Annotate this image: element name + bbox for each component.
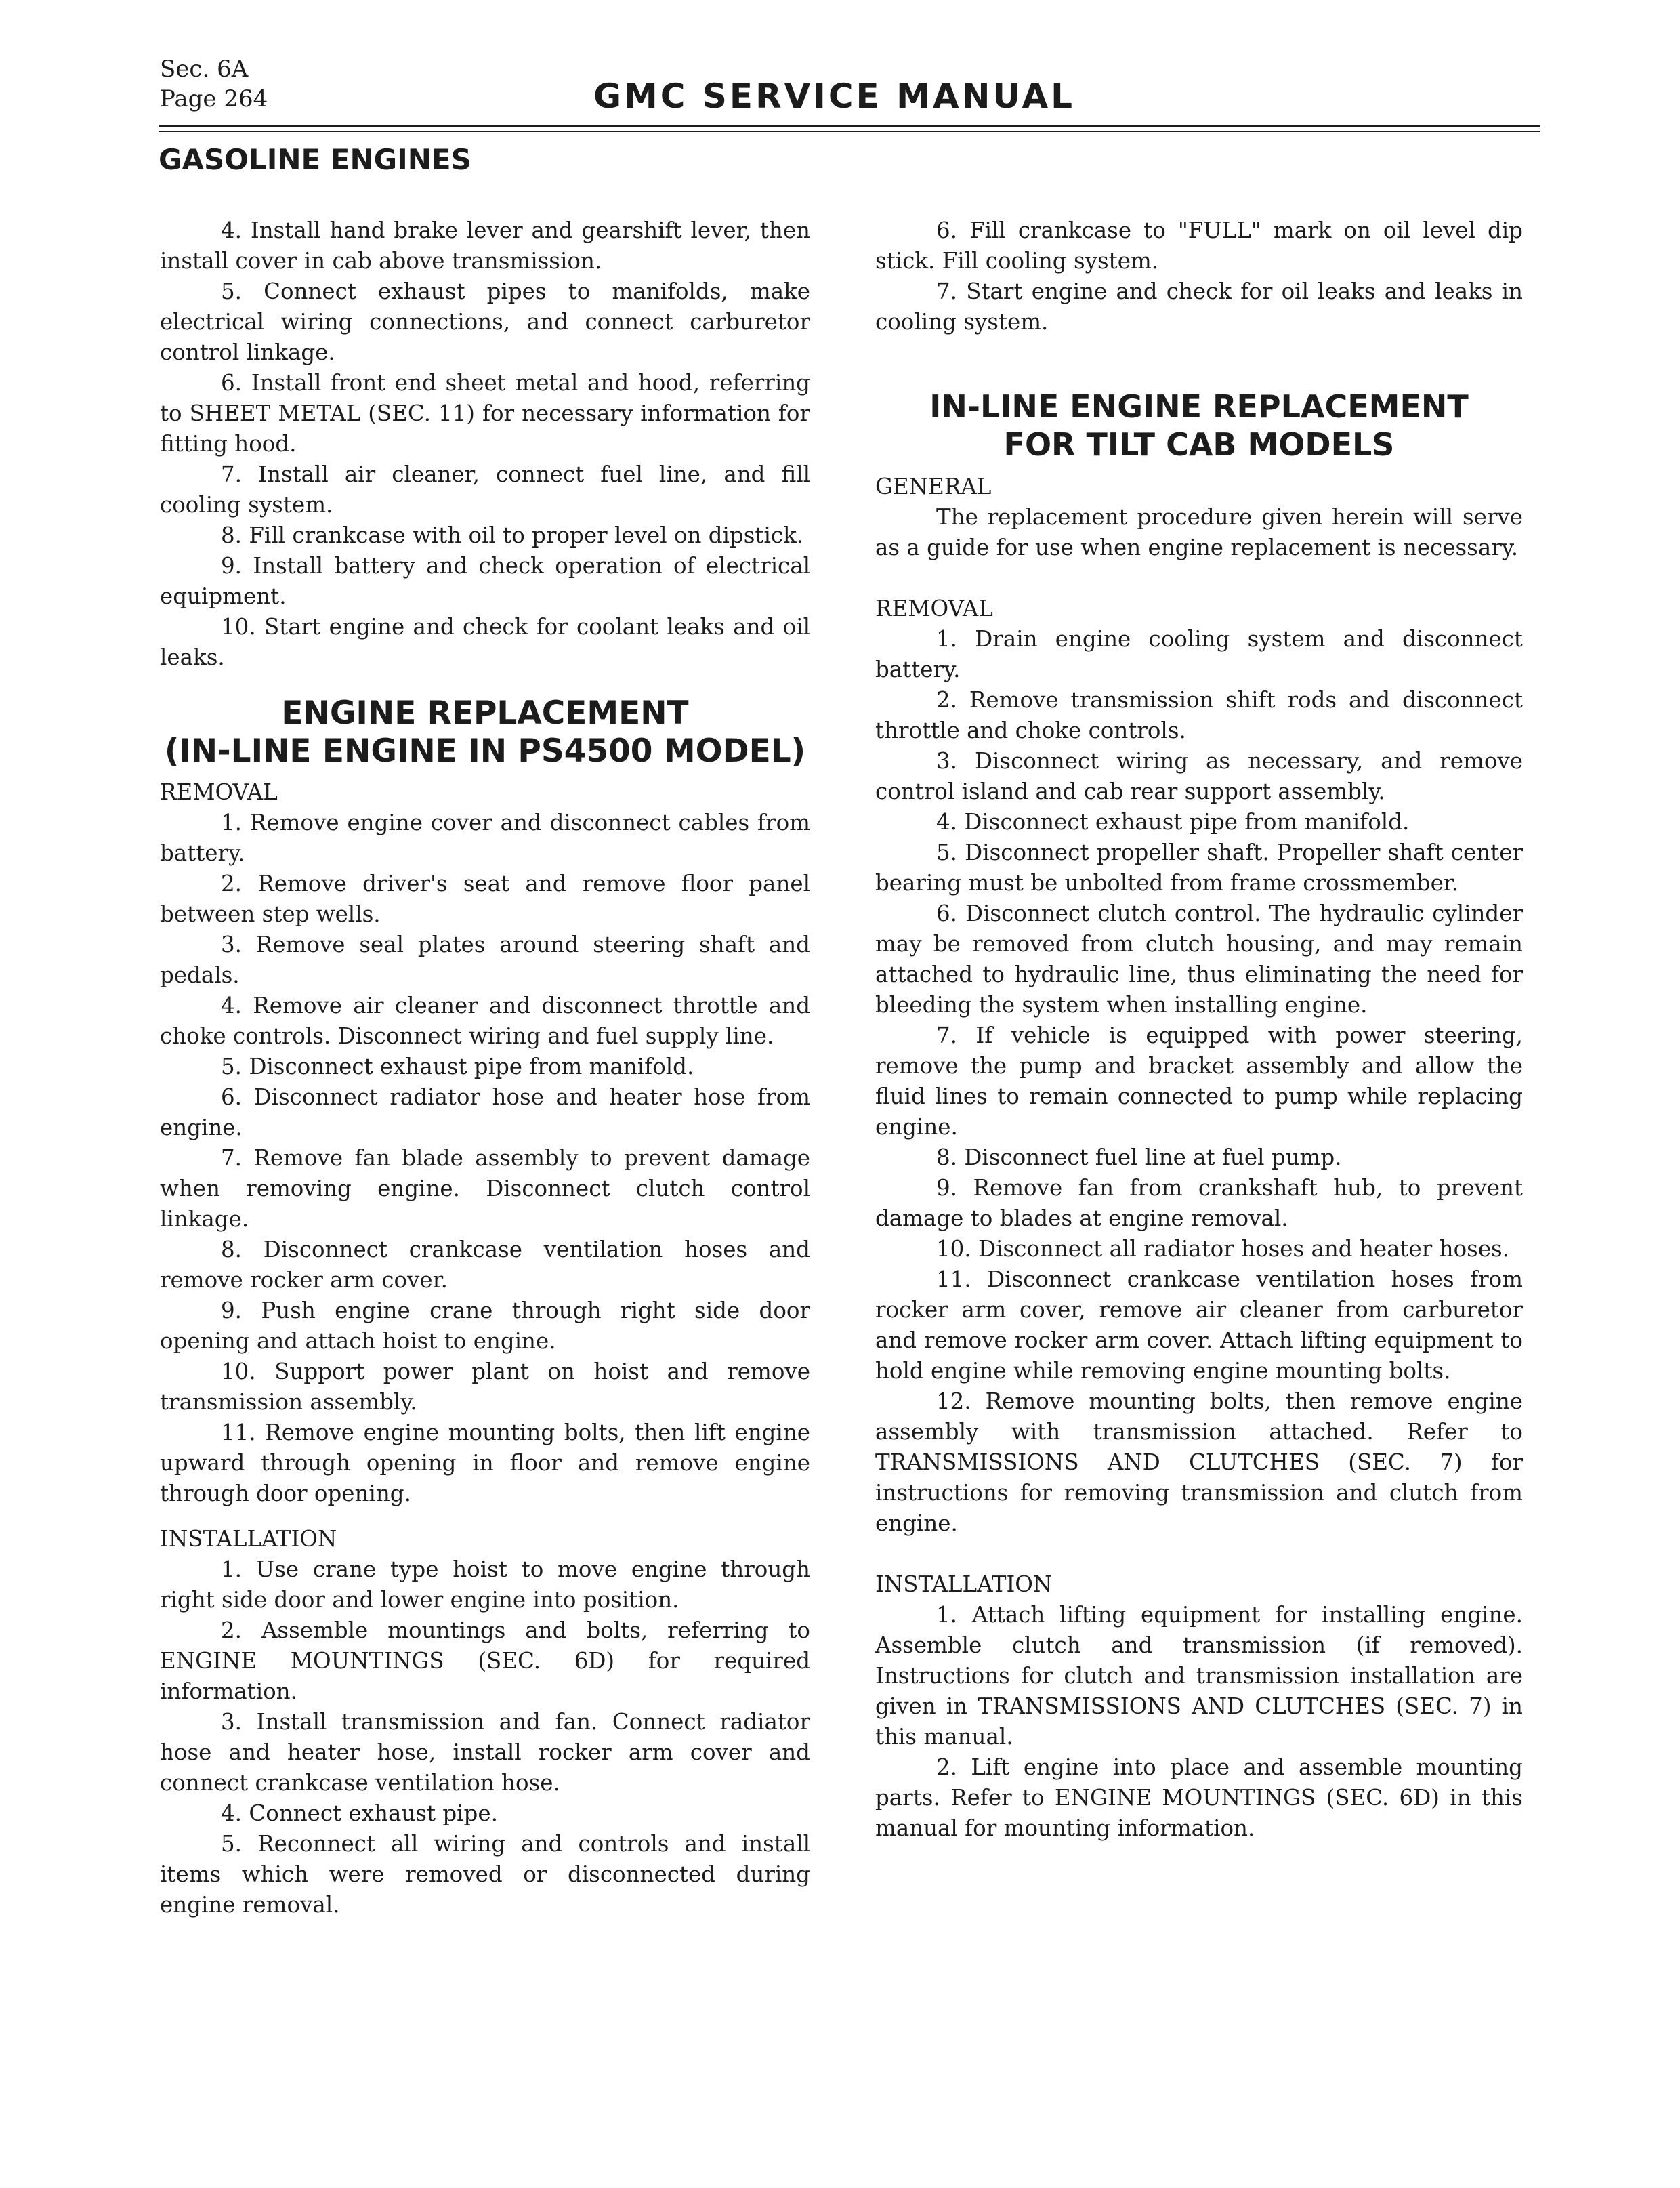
installation-label: INSTALLATION [160, 1526, 337, 1552]
step-item: 6. Fill crankcase to "FULL" mark on oil level dip stick. Fill cooling system. [875, 218, 1523, 274]
step-item: 6. Install front end sheet metal and hood, referring to SHEET METAL (SEC. 11) for necessary information for fitting hood. [160, 370, 810, 457]
step-item: 8. Disconnect crankcase ventilation hoses and remove rocker arm cover. [160, 1237, 810, 1293]
step-item: 9. Push engine crane through right side door opening and attach hoist to engine. [160, 1298, 810, 1354]
step-item: 5. Reconnect all wiring and controls and install items which were removed or disconnected during engine removal. [160, 1831, 810, 1918]
engine-replacement-heading [160, 695, 810, 770]
step-item: 7. Install air cleaner, connect fuel line, and fill cooling system. [160, 461, 810, 518]
step-item: 9. Remove fan from crankshaft hub, to prevent damage to blades at engine removal. [875, 1175, 1523, 1231]
step-item: 3. Disconnect wiring as necessary, and remove control island and cab rear support assembly. [875, 748, 1523, 804]
step-item: 1. Use crane type hoist to move engine through right side door and lower engine into position. [160, 1556, 810, 1613]
step-item: 4. Remove air cleaner and disconnect throttle and choke controls. Disconnect wiring and fuel supply line. [160, 993, 810, 1049]
step-item: 1. Remove engine cover and disconnect cables from battery. [160, 810, 810, 866]
step-item: 2. Remove driver's seat and remove floor panel between step wells. [160, 871, 810, 927]
step-item: 6. Disconnect radiator hose and heater hose from engine. [160, 1084, 810, 1140]
general-text: The replacement procedure given herein will serve as a guide for use when engine replacement is necessary. [875, 504, 1523, 560]
step-item: 1. Attach lifting equipment for installing engine. Assemble clutch and transmission (if removed). Instructions for clutch and transmission installation are given in TRANSMISSIONS AND CLUTCHES (SEC. 7) in this manual. [875, 1602, 1523, 1750]
removal-label: REMOVAL [875, 596, 993, 621]
section-number: Sec. 6A [160, 56, 249, 83]
step-item: 10. Start engine and check for coolant leaks and oil leaks. [160, 614, 810, 670]
step-item: 2. Lift engine into place and assemble mounting parts. Refer to ENGINE MOUNTINGS (SEC. 6D) in this manual for mounting information. [875, 1754, 1523, 1841]
step-item: 7. Remove fan blade assembly to prevent damage when removing engine. Disconnect clutch control linkage. [160, 1145, 810, 1232]
step-item: 9. Install battery and check operation of electrical equipment. [160, 553, 810, 609]
step-item: 8. Fill crankcase with oil to proper level on dipstick. [221, 522, 804, 548]
step-item: 10. Disconnect all radiator hoses and heater hoses. [936, 1236, 1510, 1262]
right-column [875, 215, 1523, 1844]
left-column [160, 215, 810, 1920]
step-item: 2. Remove transmission shift rods and disconnect throttle and choke controls. [875, 687, 1523, 743]
step-item: 5. Disconnect propeller shaft. Propeller shaft center bearing must be unbolted from frame crossmember. [875, 840, 1523, 896]
step-item: 12. Remove mounting bolts, then remove engine assembly with transmission attached. Refer to TRANSMISSIONS AND CLUTCHES (SEC. 7) for instructions for removing transmission and clutch from engine. [875, 1388, 1523, 1536]
header-rule-thick [159, 125, 1540, 127]
page-number: Page 264 [160, 85, 268, 112]
installation-label: INSTALLATION [875, 1571, 1053, 1597]
heading-line: IN-LINE ENGINE REPLACEMENT [929, 388, 1469, 425]
step-item: 10. Support power plant on hoist and remove transmission assembly. [160, 1359, 810, 1415]
tilt-cab-heading [875, 388, 1523, 463]
step-item: 4. Install hand brake lever and gearshift lever, then install cover in cab above transmission. [160, 218, 810, 274]
header-rule-thin [159, 131, 1540, 132]
step-item: 7. Start engine and check for oil leaks and leaks in cooling system. [875, 278, 1523, 335]
heading-line: ENGINE REPLACEMENT [281, 695, 689, 732]
section-heading: GASOLINE ENGINES [159, 143, 471, 176]
step-item: 8. Disconnect fuel line at fuel pump. [936, 1144, 1342, 1170]
step-item: 5. Disconnect exhaust pipe from manifold. [221, 1054, 694, 1079]
heading-line: (IN-LINE ENGINE IN PS4500 MODEL) [164, 732, 806, 770]
step-item: 4. Connect exhaust pipe. [221, 1800, 498, 1826]
page-header-meta [160, 54, 268, 114]
step-item: 3. Install transmission and fan. Connect radiator hose and heater hose, install rocker arm cover and connect crankcase ventilation hose. [160, 1709, 810, 1796]
step-item: 11. Remove engine mounting bolts, then lift engine upward through opening in floor and remove engine through door opening. [160, 1420, 810, 1506]
removal-label: REMOVAL [160, 779, 278, 805]
step-item: 11. Disconnect crankcase ventilation hoses from rocker arm cover, remove air cleaner from carburetor and remove rocker arm cover. Attach lifting equipment to hold engine while removing engine mounting bolts. [875, 1266, 1523, 1384]
step-item: 2. Assemble mountings and bolts, referring to ENGINE MOUNTINGS (SEC. 6D) for required information. [160, 1617, 810, 1704]
manual-title: GMC SERVICE MANUAL [593, 77, 1076, 116]
step-item: 6. Disconnect clutch control. The hydraulic cylinder may be removed from clutch housing, and may remain attached to hydraulic line, thus eliminating the need for bleeding the system when installing engine. [875, 901, 1523, 1018]
general-label: GENERAL [875, 474, 992, 499]
heading-line: FOR TILT CAB MODELS [1003, 426, 1395, 463]
step-item: 4. Disconnect exhaust pipe from manifold. [936, 809, 1410, 835]
step-item: 5. Connect exhaust pipes to manifolds, make electrical wiring connections, and connect carburetor control linkage. [160, 278, 810, 365]
step-item: 7. If vehicle is equipped with power steering, remove the pump and bracket assembly and allow the fluid lines to remain connected to pump while replacing engine. [875, 1023, 1523, 1140]
step-item: 3. Remove seal plates around steering shaft and pedals. [160, 932, 810, 988]
step-item: 1. Drain engine cooling system and disconnect battery. [875, 626, 1523, 682]
